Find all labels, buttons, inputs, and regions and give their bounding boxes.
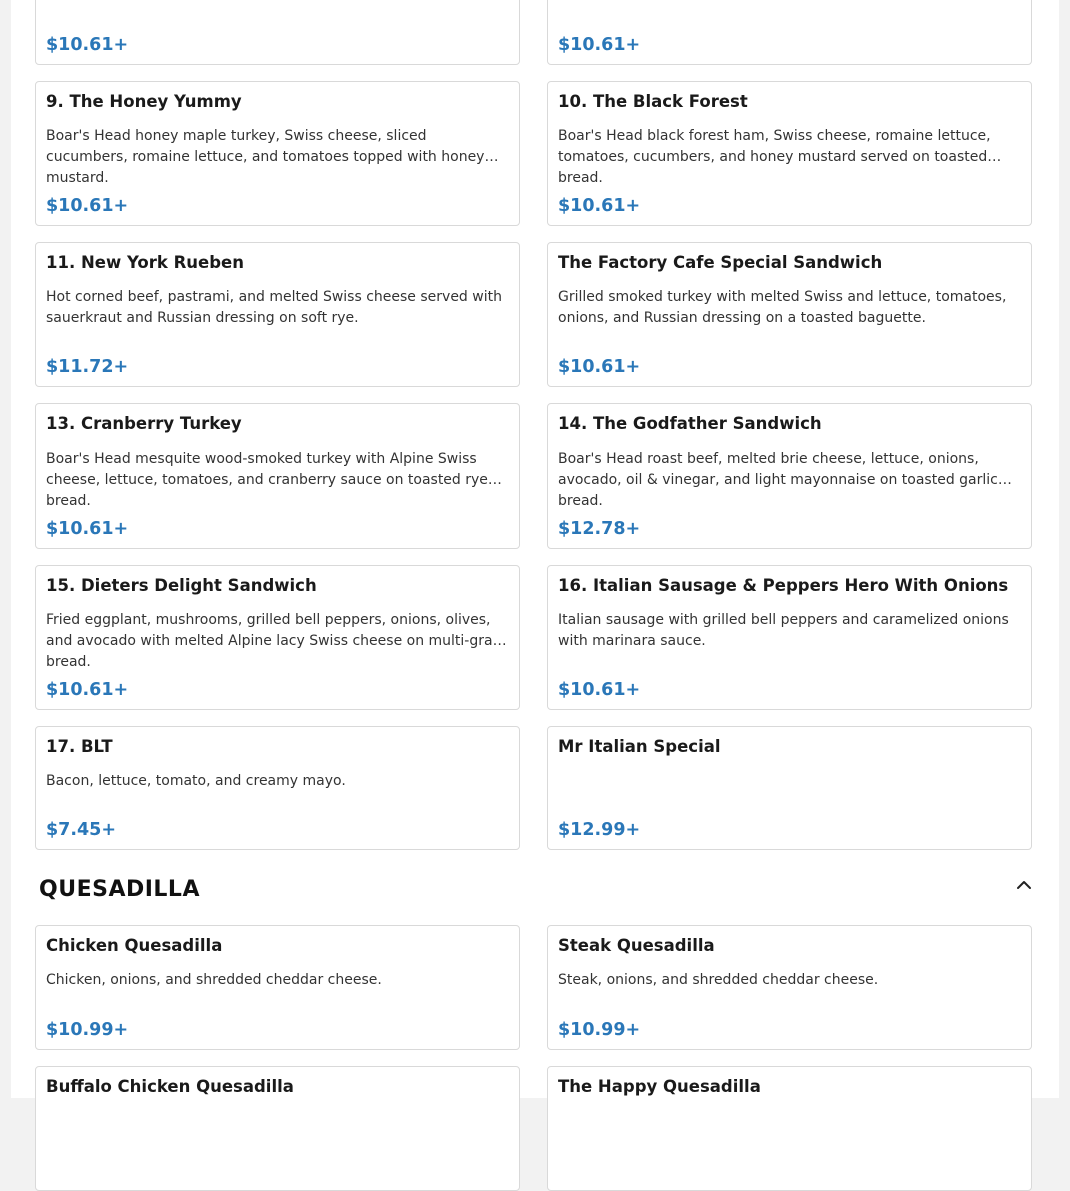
menu-item-name: Steak Quesadilla (558, 936, 715, 955)
menu-item-name: Chicken Quesadilla (46, 936, 223, 955)
menu-item-card[interactable] (547, 242, 1032, 387)
menu-item-name: 14. The Godfather Sandwich (558, 414, 822, 433)
menu-item-card[interactable] (35, 925, 520, 1050)
menu-item-price: $11.72+ (46, 357, 129, 377)
menu-item-price: $10.61+ (46, 680, 129, 700)
menu-item-name: 13. Cranberry Turkey (46, 414, 242, 433)
menu-item-description: Bacon, lettuce, tomato, and creamy mayo. (46, 773, 346, 789)
menu-item-card[interactable] (547, 565, 1032, 710)
menu-item-description: Steak, onions, and shredded cheddar cheese. (558, 972, 879, 988)
menu-item-name: Mr Italian Special (558, 737, 721, 756)
menu-item-price: $10.61+ (558, 357, 641, 377)
section-title: QUESADILLA (39, 877, 200, 902)
menu-item-card[interactable] (35, 0, 520, 65)
menu-item-price: $10.61+ (46, 35, 129, 55)
menu-item-price: $7.45+ (46, 820, 117, 840)
menu-item-price: $10.61+ (558, 680, 641, 700)
menu-item-name: The Happy Quesadilla (558, 1077, 761, 1096)
menu-item-name: 17. BLT (46, 737, 113, 756)
menu-item-card[interactable] (35, 81, 520, 226)
menu-item-description: Grilled smoked turkey with melted Swiss and lettuce, tomatoes, onions, and Russian dressing on a toasted baguette. (558, 289, 1007, 326)
menu-item-name: Buffalo Chicken Quesadilla (46, 1077, 294, 1096)
menu-item-description: Boar's Head roast beef, melted brie cheese, lettuce, onions, avocado, oil & vinegar, and light mayonnaise on toasted garlic bread. (558, 451, 998, 509)
menu-item-card[interactable] (547, 925, 1032, 1050)
menu-item-description: Boar's Head black forest ham, Swiss cheese, romaine lettuce, tomatoes, cucumbers, and honey mustard served on toasted bread. (558, 128, 991, 186)
menu-item-card[interactable] (547, 81, 1032, 226)
menu-page (11, 0, 1059, 1098)
menu-item-price: $12.78+ (558, 519, 641, 539)
menu-item-price: $10.99+ (558, 1020, 641, 1040)
menu-item-description: Hot corned beef, pastrami, and melted Swiss cheese served with sauerkraut and Russian dressing on soft rye. (46, 289, 502, 326)
menu-item-description: Boar's Head mesquite wood-smoked turkey with Alpine Swiss cheese, lettuce, tomatoes, and cranberry sauce on toasted rye bread. (46, 451, 488, 509)
menu-item-name: 11. New York Rueben (46, 253, 244, 272)
menu-item-price: $10.99+ (46, 1020, 129, 1040)
menu-item-name: The Factory Cafe Special Sandwich (558, 253, 883, 272)
menu-item-description: Italian sausage with grilled bell peppers and caramelized onions with marinara sauce. (558, 612, 1009, 649)
menu-item-price: $10.61+ (558, 35, 641, 55)
section-header-quesadilla[interactable] (39, 870, 1035, 912)
menu-item-description: Fried eggplant, mushrooms, grilled bell peppers, onions, olives, and avocado with melted Alpine lacy Swiss cheese on multi-grain bread. (46, 612, 506, 670)
menu-item-name: 16. Italian Sausage & Peppers Hero With Onions (558, 576, 1009, 595)
menu-item-card[interactable] (35, 1066, 520, 1191)
menu-item-card[interactable] (547, 403, 1032, 549)
menu-item-name: 9. The Honey Yummy (46, 92, 242, 111)
menu-item-card[interactable] (35, 726, 520, 850)
menu-item-name: 15. Dieters Delight Sandwich (46, 576, 317, 595)
menu-item-description: Chicken, onions, and shredded cheddar cheese. (46, 972, 382, 988)
menu-item-card[interactable] (35, 565, 520, 710)
menu-item-price: $10.61+ (46, 196, 129, 216)
menu-item-card[interactable] (547, 726, 1032, 850)
menu-item-name: 10. The Black Forest (558, 92, 748, 111)
menu-item-price: $10.61+ (46, 519, 129, 539)
chevron-up-icon[interactable] (1013, 874, 1035, 896)
menu-item-price: $12.99+ (558, 820, 641, 840)
menu-item-price: $10.61+ (558, 196, 641, 216)
menu-item-card[interactable] (547, 0, 1032, 65)
menu-item-card[interactable] (547, 1066, 1032, 1191)
menu-item-card[interactable] (35, 403, 520, 549)
menu-item-description: Boar's Head honey maple turkey, Swiss cheese, sliced cucumbers, romaine lettuce, and tomatoes topped with honey mustard. (46, 128, 485, 186)
menu-item-card[interactable] (35, 242, 520, 387)
